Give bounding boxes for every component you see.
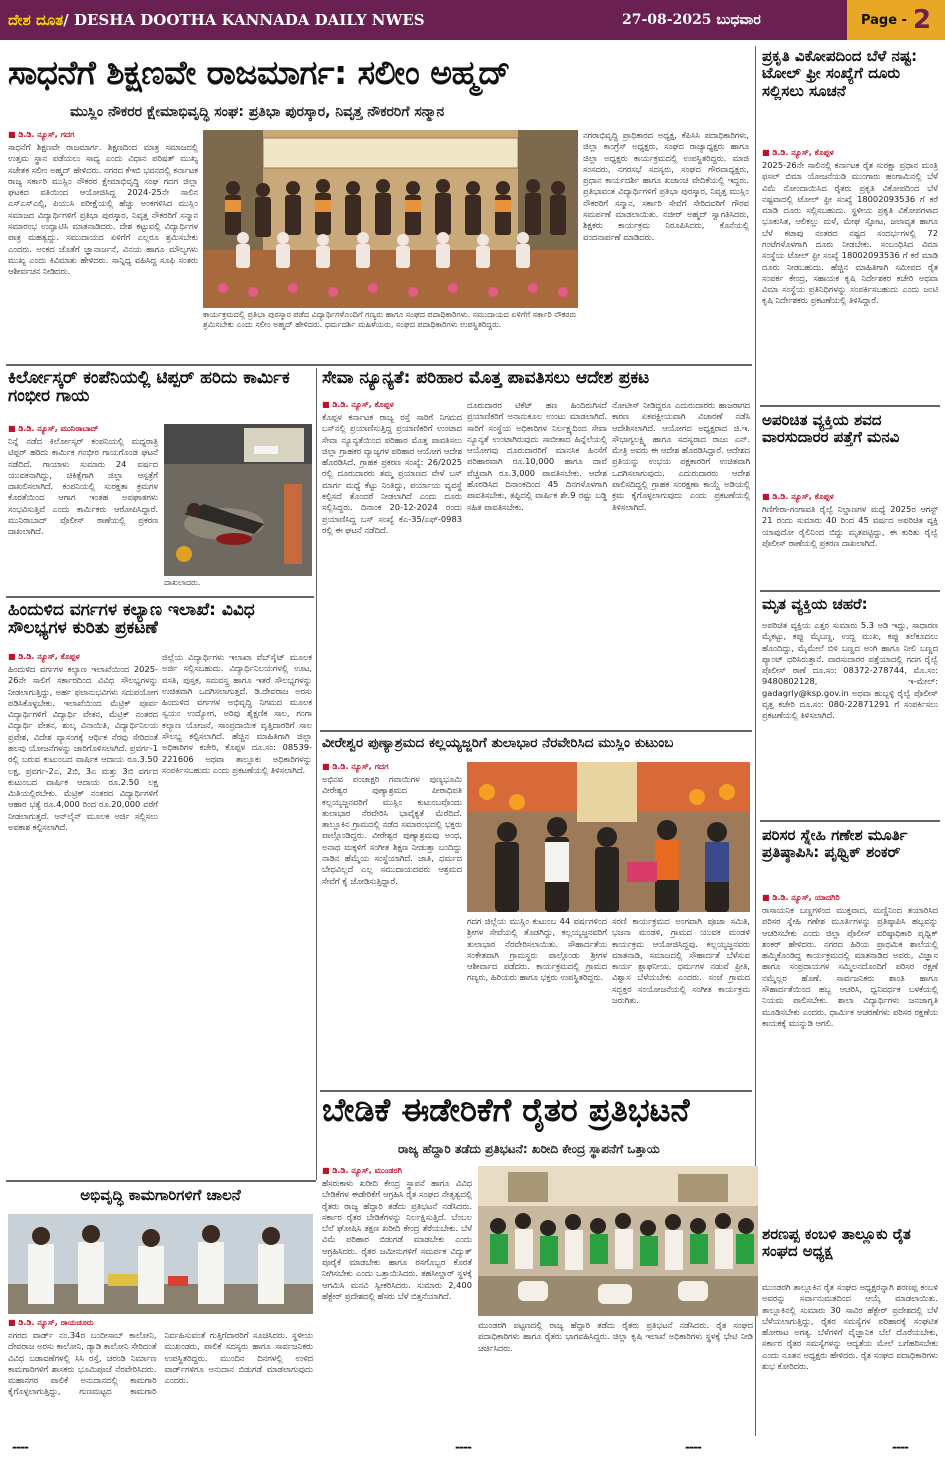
- kirloskar-photo-caption: ದಾಖಲಾದರು.: [164, 578, 201, 587]
- deceased-body: ಅಪರಿಚಿತ ವ್ಯಕ್ತಿಯ ಎತ್ತರ ಸುಮಾರು 5.3 ಅಡಿ ಇದ್ದು, ಸಾಧಾರಣ ಮೈಕಟ್ಟು, ಕಪ್ಪು ಮೈಬಣ್ಣ, ಉದ್ದ ಮುಖ, ಕಪ್ಪು ತಲೆಕೂದಲು ಹೊಂದಿದ್ದು, ಮೈಮೇಲೆ ಬಿಳಿ ಬಣ್ಣದ ಅಂಗಿ ಹಾಗೂ ನೀಲಿ ಬಣ್ಣದ ಪ್ಯಾಂಟ್ ಧರಿಸಿರುತ್ತಾನೆ. ವಾರಸುದಾರರ ಪತ್ತೆಯಾದಲ್ಲಿ ಗದಗ ರೈಲ್ವೆ ಪೊಲೀಸ್ ಠಾಣೆ ದೂ.ಸಂ: 08372-278744, ಮೊ.ಸಂ: 9480802128, ಇ-ಮೇಲ್: gadagrly@ksp.gov.in ಅಥವಾ ಹುಬ್ಬಳ್ಳಿ ರೈಲ್ವೆ ಪೊಲೀಸ್ ವೃತ್ತ ಕಚೇರಿ ದೂ.ಸಂ: 080-22871291 ಗೆ ಸಂಪರ್ಕಿಸಲು ಪ್ರಕಟಣೆಯಲ್ಲಿ ತಿಳಿಸಲಾಗಿದೆ.: [762, 620, 938, 721]
- service-column-2: [467, 400, 607, 725]
- left-column-divider: [316, 368, 317, 1180]
- divider-lead: [6, 364, 752, 366]
- footer-dash-3: ----: [685, 1440, 701, 1454]
- farmers-column-1: [322, 1166, 472, 1436]
- divider-welfare: [6, 1180, 316, 1182]
- masthead: [0, 0, 945, 40]
- tulabhara-body-3: ಸರಣಿ ಕಾರ್ಯಕ್ರಮದ ಅಂಗವಾಗಿ ಪೂಜಾ ಸಮಿತಿ, ಭಜನಾ ಮಂಡಳಿ, ಗ್ರಾಮದ ಯುವಕ ಮಂಡಳಿ ಕಾರ್ಯಕ್ರಮ ಆಯೋಜಿಸಿದ್ದವು. ಕಲ್ಲಯ್ಯಜ್ಜನವರು ಮಾತನಾಡಿ, ಸಮಾಜದಲ್ಲಿ ಸೌಹಾರ್ದತೆ ಬೆಳೆಸುವ ಕಾರ್ಯ ಶ್ಲಾಘನೀಯ. ಧರ್ಮಗಳ ನಡುವೆ ಪ್ರೀತಿ, ವಿಶ್ವಾಸ ಬೆಳೆಯಬೇಕು ಎಂದರು. ಸಂಜೆ ಗ್ರಾಮದ ಸದ್ಭಕ್ತರ ಸಂಯೋಜನೆಯಲ್ಲಿ ಸಂಗೀತ ಕಾರ್ಯಕ್ರಮ ಜರುಗಿತು.: [612, 916, 750, 1005]
- development-body: ನಗರದ ವಾರ್ಡ್ ನಂ.34ರ ಬಂದೀಸಾಬ್ ಕಾಲೋನಿ, ದೇವರಾಜ ಅರಸು ಕಾಲೋನಿ, ಡ್ಯಾಡಿ ಕಾಲೋನಿ ಸೇರಿದಂತೆ ವಿವಿಧ ಬಡಾವಣೆಗಳಲ್ಲಿ ಸಿಸಿ ರಸ್ತೆ, ಚರಂಡಿ ನಿರ್ಮಾಣ ಕಾಮಗಾರಿಗಳಿಗೆ ಶಾಸಕರು ಭೂಮಿಪೂಜೆ ನೆರವೇರಿಸಿದರು. ಮಹಾನಗರ ಪಾಲಿಕೆ ಅನುದಾನದಲ್ಲಿ ಕಾಮಗಾರಿ ಕೈಗೊಳ್ಳಲಾಗುತ್ತಿದ್ದು, ಗುಣಮಟ್ಟದ ಕಾಮಗಾರಿ ನಿರ್ವಹಿಸುವಂತೆ ಗುತ್ತಿಗೆದಾರರಿಗೆ ಸೂಚಿಸಿದರು. ಸ್ಥಳೀಯ ಮುಖಂಡರು, ಪಾಲಿಕೆ ಸದಸ್ಯರು ಹಾಗೂ ಸಾರ್ವಜನಿಕರು ಉಪಸ್ಥಿತರಿದ್ದರು. ಮುಂದಿನ ದಿನಗಳಲ್ಲಿ ಉಳಿದ ವಾರ್ಡ್‌ಗಳಿಗೂ ಅನುದಾನ ಬಿಡುಗಡೆ ಮಾಡಲಾಗುವುದು ಎಂದರು.: [8, 1330, 313, 1397]
- lead-headline: ಸಾಧನೆಗೆ ಶಿಕ್ಷಣವೇ ರಾಜಮಾರ್ಗ: ಸಲೀಂ ಅಹ್ಮದ್: [8, 56, 510, 92]
- tulabhara-column-1: [322, 762, 462, 1142]
- lead-headline-box: [8, 56, 750, 102]
- ganesha-body: ರಾಸಾಯನಿಕ ಬಣ್ಣಗಳಿಂದ ಮುಕ್ತವಾದ, ಮಣ್ಣಿನಿಂದ ತಯಾರಿಸಿದ ಪರಿಸರ ಸ್ನೇಹಿ ಗಣೇಶ ಮೂರ್ತಿಗಳನ್ನು ಪ್ರತಿಷ್ಠಾಪಿಸಿ ಹಬ್ಬವನ್ನು ಆಚರಿಸಬೇಕು ಎಂದು ಜಿಲ್ಲಾ ಪೊಲೀಸ್ ವರಿಷ್ಠಾಧಿಕಾರಿ ಪೃಥ್ವಿಕ್ ಶಂಕರ್ ಹೇಳಿದರು. ನಗರದ ಹಿರಿಯ ಪ್ರಾಥಮಿಕ ಶಾಲೆಯಲ್ಲಿ ಹಮ್ಮಿಕೊಂಡಿದ್ದ ಕಾರ್ಯಕ್ರಮದಲ್ಲಿ ಮಾತನಾಡಿದ ಅವರು, ವಿಜ್ಞಾನ ಹಾಗೂ ಸಂಪ್ರದಾಯಗಳ ಸಮ್ಮಿಲನದೊಂದಿಗೆ ಪರಿಸರ ರಕ್ಷಣೆ ನಮ್ಮೆಲ್ಲರ ಹೊಣೆ. ಸಾರ್ವಜನಿಕರು ಶಾಂತಿ ಹಾಗೂ ಸೌಹಾರ್ದತೆಯಿಂದ ಹಬ್ಬ ಆಚರಿಸಿ, ಧ್ವನಿವರ್ಧಕ ಬಳಕೆಯಲ್ಲಿ ನಿಯಮ ಪಾಲಿಸಬೇಕು. ಶಾಲಾ ವಿದ್ಯಾರ್ಥಿಗಳು ಜನಜಾಗೃತಿ ಮೂಡಿಸಬೇಕು ಎಂದರು. ಧಾರ್ಮಿಕ ಆಚರಣೆಗಳು ಪರಿಸರ ರಕ್ಷಣೆಯ ಕಾಯಕಕ್ಕೆ ಮುನ್ನುಡಿ ಆಗಲಿ.: [762, 905, 938, 1028]
- ganesha-headline: ಪರಿಸರ ಸ್ನೇಹಿ ಗಣೇಶ ಮೂರ್ತಿ ಪ್ರತಿಷ್ಠಾಪಿಸಿ: ಪೃಥ್ವಿಕ್ ಶಂಕರ್: [762, 827, 908, 862]
- issue-date: 27-08-2025 ಬುಧವಾರ: [622, 12, 761, 28]
- welfare-body-1: ಹಿಂದುಳಿದ ವರ್ಗಗಳ ಕಲ್ಯಾಣ ಇಲಾಖೆಯಿಂದ 2025-26ನೇ ಸಾಲಿಗೆ ಸರ್ಕಾರದಿಂದ ವಿವಿಧ ಸೌಲಭ್ಯಗಳನ್ನು ನೀಡಲಾಗುತ್ತಿದ್ದು, ಅರ್ಹ ಫಲಾನುಭವಿಗಳು ಸದುಪಯೋಗ ಪಡಿಸಿಕೊಳ್ಳಬೇಕು. ಇಲಾಖೆಯಿಂದ ಮೆಟ್ರಿಕ್ ಪೂರ್ವ ವಿದ್ಯಾರ್ಥಿಗಳಿಗೆ ವಿದ್ಯಾರ್ಥಿ ವೇತನ, ಮೆಟ್ರಿಕ್ ನಂತರದ ವಿದ್ಯಾರ್ಥಿ ವೇತನ, ಶುಲ್ಕ ವಿನಾಯಿತಿ, ವಿದ್ಯಾರ್ಥಿನಿಲಯ ಪ್ರವೇಶ, ವಿದೇಶ ವ್ಯಾಸಂಗಕ್ಕೆ ಆರ್ಥಿಕ ನೆರವು ಸೇರಿದಂತೆ ಹಲವು ಯೋಜನೆಗಳನ್ನು ಜಾರಿಗೊಳಿಸಲಾಗಿದೆ. ಪ್ರವರ್ಗ-1 ರಲ್ಲಿ ಬರುವ ಕುಟುಂಬದ ವಾರ್ಷಿಕ ಆದಾಯ ರೂ.3.50 ಲಕ್ಷ, ಪ್ರವರ್ಗ-2ಎ, 2ಬಿ, 3ಎ ಮತ್ತು 3ಬಿ ವರ್ಗದ ಕುಟುಂಬದ ವಾರ್ಷಿಕ ಆದಾಯ ರೂ.2.50 ಲಕ್ಷ ಮಿತಿಯಲ್ಲಿರಬೇಕು. ಮೆಟ್ರಿಕ್ ನಂತರದ ವಿದ್ಯಾರ್ಥಿಗಳಿಗೆ ಆಹಾರ ಭತ್ಯೆ ರೂ.4,000 ರಿಂದ ರೂ.20,000 ವರೆಗೆ ನೀಡಲಾಗುತ್ತದೆ. ಆನ್‌ಲೈನ್ ಮೂಲಕ ಅರ್ಜಿ ಸಲ್ಲಿಸಲು ಅವಕಾಶ ಕಲ್ಪಿಸಲಾಗಿದೆ.: [8, 664, 158, 832]
- service-body-1: ಕೊಪ್ಪಳ ಕರ್ನಾಟಕ ರಾಜ್ಯ ರಸ್ತೆ ಸಾರಿಗೆ ನಿಗಮದ ಬಸ್‌ನಲ್ಲಿ ಪ್ರಯಾಣಿಸುತ್ತಿದ್ದ ಪ್ರಯಾಣಿಕರಿಗೆ ಉಂಟಾದ ಸೇವಾ ನ್ಯೂನ್ಯತೆಯಿಂದ ಪರಿಹಾರ ಮೊತ್ತ ಪಾವತಿಸಲು ಜಿಲ್ಲಾ ಗ್ರಾಹಕರ ವ್ಯಾಜ್ಯಗಳ ಪರಿಹಾರ ಆಯೋಗ ಆದೇಶ ಹೊರಡಿಸಿದೆ. ಗ್ರಾಹಕ ಪ್ರಕರಣ ಸಂಖ್ಯೆ: 26/2025 ರಲ್ಲಿ ದೂರುದಾರರು ತಮ್ಮ ಪ್ರಯಾಣದ ವೇಳೆ ಬಸ್ ಮಾರ್ಗ ಮಧ್ಯೆ ಕೆಟ್ಟು ನಿಂತಿದ್ದು, ಪರ್ಯಾಯ ವ್ಯವಸ್ಥೆ ಕಲ್ಪಿಸದೆ ತೊಂದರೆ ನೀಡಲಾಗಿದೆ ಎಂದು ದೂರು ಸಲ್ಲಿಸಿದ್ದರು. ದಿನಾಂಕ 20-12-2024 ರಂದು ಪ್ರಯಾಣಿಸಿದ್ದ ಬಸ್ ಸಂಖ್ಯೆ ಕೆಎ-35/ಎಫ್-0983 ರಲ್ಲಿ ಈ ಘಟನೆ ನಡೆದಿದೆ.: [322, 412, 462, 535]
- ganesha-story: [762, 893, 938, 1093]
- farmers-headline-box: [322, 1094, 940, 1138]
- page-number: 2: [912, 5, 932, 35]
- tulabhara-photo: [467, 762, 750, 912]
- unknown-story: [762, 492, 938, 588]
- tulabhara-ceremony-photo: [467, 762, 750, 912]
- divider-service: [320, 730, 752, 732]
- service-body-2: ದೂರುದಾರರ ಟಿಕೆಟ್ ಹಣ ಹಿಂದಿರುಗಿಸದೆ ಪ್ರಯಾಣಿಕರಿಗೆ ಅನಾನುಕೂಲ ಉಂಟು ಮಾಡಲಾಗಿದೆ. ಸಾರಿಗೆ ಸಂಸ್ಥೆಯ ಅಧಿಕಾರಿಗಳ ನಿರ್ಲಕ್ಷ್ಯದಿಂದ ಸೇವಾ ನ್ಯೂನ್ಯತೆ ಉಂಟಾಗಿರುವುದು ಸಾಬೀತಾದ ಹಿನ್ನೆಲೆಯಲ್ಲಿ ಆಯೋಗವು ದೂರುದಾರರಿಗೆ ಮಾನಸಿಕ ಹಿಂಸೆಗೆ ಪರಿಹಾರವಾಗಿ ರೂ.10,000 ಹಾಗೂ ದಾವೆ ವೆಚ್ಚವಾಗಿ ರೂ.3,000 ಪಾವತಿಸಬೇಕು. ಆದೇಶ ಹೊರಡಿಸಿದ ದಿನಾಂಕದಿಂದ 45 ದಿನಗಳೊಳಗಾಗಿ ಪಾವತಿಸಬೇಕು, ತಪ್ಪಿದಲ್ಲಿ ವಾರ್ಷಿಕ ಶೇ.9 ರಷ್ಟು ಬಡ್ಡಿ ಸಹಿತ ಪಾವತಿಸಬೇಕು.: [467, 400, 607, 512]
- lead-body-1: ಸಾಧನೆಗೆ ಶಿಕ್ಷಣವೇ ರಾಜಮಾರ್ಗ. ಶಿಕ್ಷಣದಿಂದ ಮಾತ್ರ ಸಮಾಜದಲ್ಲಿ ಉತ್ತಮ ಸ್ಥಾನ ಪಡೆಯಲು ಸಾಧ್ಯ ಎಂದು ವಿಧಾನ ಪರಿಷತ್ ಮುಖ್ಯ ಸಚೇತಕ ಸಲೀಂ ಅಹ್ಮದ್ ಹೇಳಿದರು. ನಗರದ ಕೆಇಬಿ ಭವನದಲ್ಲಿ ಕರ್ನಾಟಕ ರಾಜ್ಯ ಸರ್ಕಾರಿ ಮುಸ್ಲಿಂ ನೌಕರರ ಕ್ಷೇಮಾಭಿವೃದ್ಧಿ ಸಂಘ ಗದಗ ಜಿಲ್ಲಾ ಘಟಕದ ವತಿಯಿಂದ ಆಯೋಜಿಸಿದ್ದ 2024-25ನೇ ಸಾಲಿನ ಎಸ್ಎಸ್ಎಲ್ಸಿ, ಪಿಯುಸಿ ಪರೀಕ್ಷೆಯಲ್ಲಿ ಹೆಚ್ಚು ಅಂಕಗಳಿಸಿದ ಮುಸ್ಲಿಂ ಸಮಾಜದ ವಿದ್ಯಾರ್ಥಿಗಳಿಗೆ ಪ್ರತಿಭಾ ಪುರಸ್ಕಾರ, ನಿವೃತ್ತ ನೌಕರರಿಗೆ ಸನ್ಮಾನ ಸಮಾರಂಭ ಉದ್ಘಾಟಿಸಿ ಮಾತನಾಡಿದರು. ದೇಶ ಕಟ್ಟುವಲ್ಲಿ ವಿದ್ಯಾರ್ಥಿಗಳ ಪಾತ್ರ ಮಹತ್ವದ್ದು. ಸಮುದಾಯದ ಏಳಿಗೆಗೆ ಎಲ್ಲರೂ ಶ್ರಮಿಸಬೇಕು ಎಂದರು. ಅಂಕದ ಜೊತೆಗೆ ಜ್ಞಾನಾರ್ಜನೆ, ವಿನಯ ಹಾಗೂ ಮೌಲ್ಯಗಳು ಮುಖ್ಯ ಎಂದು ಕಿವಿಮಾತು ಹೇಳಿದರು. ಸಾನ್ನಿಧ್ಯ ವಹಿಸಿದ್ದ ಸೂಫಿ ಸಂತರು ಆಶೀರ್ವಚನ ನೀಡಿದರು.: [8, 142, 198, 277]
- deceased-headline: ಮೃತ ವ್ಯಕ್ತಿಯ ಚಹರೆ:: [762, 596, 868, 613]
- unknown-dateline: ■ ಡಿ.ಡಿ. ನ್ಯೂಸ್, ಕೊಪ್ಪಳ: [762, 492, 834, 501]
- welfare-headline: ಹಿಂದುಳಿದ ವರ್ಗಗಳ ಕಲ್ಯಾಣ ಇಲಾಖೆ: ವಿವಿಧ ಸೌಲಭ್ಯಗಳ ಕುರಿತು ಪ್ರಕಟಣೆ: [8, 602, 255, 638]
- accident-scene-photo: [164, 424, 312, 576]
- development-story: [8, 1318, 313, 1436]
- footer-dash-2: ----: [455, 1440, 471, 1454]
- kirloskar-dateline: ■ ಡಿ.ಡಿ. ನ್ಯೂಸ್, ಮುನಿರಾಬಾದ್: [8, 424, 99, 433]
- service-column-1: [322, 400, 462, 725]
- paper-name: [0, 11, 425, 29]
- nature-body: 2025-26ನೇ ಸಾಲಿನಲ್ಲಿ ಕರ್ನಾಟಕ ರೈತ ಸುರಕ್ಷಾ ಪ್ರಧಾನ ಮಂತ್ರಿ ಫಸಲ್ ಬಿಮಾ ಯೋಜನೆಯಡಿ ಮುಂಗಾರು ಹಂಗಾಮಿನಲ್ಲಿ ಬೆಳೆ ವಿಮೆ ನೋಂದಾಯಿಸಿದ ರೈತರು ಪ್ರಕೃತಿ ವಿಕೋಪದಿಂದ ಬೆಳೆ ನಷ್ಟವಾದಲ್ಲಿ ಟೋಲ್ ಫ್ರೀ ಸಂಖ್ಯೆ 18002093536 ಗೆ ಕರೆ ಮಾಡಿ ದೂರು ಸಲ್ಲಿಸಬಹುದು. ಸ್ಥಳೀಯ ಪ್ರಕೃತಿ ವಿಕೋಪಗಳಾದ ಭೂಕುಸಿತ, ಆಲಿಕಲ್ಲು ಮಳೆ, ಮೇಘ ಸ್ಫೋಟ, ಜಲಾವೃತ ಹಾಗೂ ಬೆಳೆ ಕಟಾವು ನಂತರದ ನಷ್ಟದ ಸಂದರ್ಭಗಳಲ್ಲಿ 72 ಗಂಟೆಗಳೊಳಗಾಗಿ ದೂರು ನೀಡಬೇಕು. ಸಂಬಂಧಿಸಿದ ವಿಮಾ ಸಂಸ್ಥೆಯ ಟೋಲ್ ಫ್ರೀ ಸಂಖ್ಯೆ 18002093536 ಗೆ ಕರೆ ಮಾಡಿ ದೂರು ನೀಡಬಹುದು. ಹೆಚ್ಚಿನ ಮಾಹಿತಿಗಾಗಿ ಸಮೀಪದ ರೈತ ಸಂಪರ್ಕ ಕೇಂದ್ರ, ಸಹಾಯಕ ಕೃಷಿ ನಿರ್ದೇಶಕರ ಕಚೇರಿ ಅಥವಾ ವಿಮಾ ಸಂಸ್ಥೆಯ ಪ್ರತಿನಿಧಿಗಳನ್ನು ಸಂಪರ್ಕಿಸಬಹುದು ಎಂದು ಜಂಟಿ ಕೃಷಿ ನಿರ್ದೇಶಕರು ಪ್ರಕಟಣೆಯಲ್ಲಿ ತಿಳಿಸಿದ್ದಾರೆ.: [762, 160, 938, 306]
- farmers-dateline: ■ ಡಿ.ಡಿ. ನ್ಯೂಸ್, ಮುಂಡರಗಿ: [322, 1166, 403, 1175]
- paper-name-english: / DESHA DOOTHA KANNADA DAILY NWES: [63, 11, 425, 29]
- groundbreaking-photo: [8, 1214, 313, 1314]
- nature-headline-box: [762, 48, 938, 148]
- unknown-body: ಗಿಣಿಗೇರಾ-ಗಂಗಾವತಿ ರೈಲ್ವೆ ನಿಲ್ದಾಣಗಳ ಮಧ್ಯೆ 2025ರ ಆಗಸ್ಟ್ 21 ರಂದು ಸುಮಾರು 40 ರಿಂದ 45 ವರ್ಷದ ಅಪರಿಚಿತ ವ್ಯಕ್ತಿ ಯಾವುದೋ ರೈಲಿನಿಂದ ಬಿದ್ದು ಮೃತಪಟ್ಟಿದ್ದು, ಈ ಕುರಿತು ರೈಲ್ವೆ ಪೊಲೀಸ್ ಠಾಣೆಯಲ್ಲಿ ಪ್ರಕರಣ ದಾಖಲಾಗಿದೆ.: [762, 504, 938, 548]
- welfare-dateline: ■ ಡಿ.ಡಿ. ನ್ಯೂಸ್, ಕೊಪ್ಪಳ: [8, 652, 80, 661]
- ganesha-headline-box: [762, 827, 938, 891]
- divider-nature: [760, 405, 940, 407]
- paper-name-kannada: ದೇಶ ದೂತ: [8, 11, 64, 29]
- farmers-caption-box: [478, 1320, 753, 1436]
- kirloskar-photo: [164, 424, 312, 576]
- kirloskar-headline: ಕಿರ್ಲೋಸ್ಕರ್ ಕಂಪೆನಿಯಲ್ಲಿ ಟಿಪ್ಪರ್ ಹರಿದು ಕಾರ್ಮಿಕ ಗಂಭೀರ ಗಾಯ: [8, 370, 290, 406]
- sharanappa-headline: ಶರಣಪ್ಪ ಕಂಬಳಿ ತಾಲ್ಲೂಕು ರೈತ ಸಂಘದ ಅಧ್ಯಕ್ಷ: [762, 1226, 911, 1261]
- divider-unknown: [760, 590, 940, 592]
- sharanappa-story: [762, 1282, 938, 1436]
- footer-dash-4: ----: [892, 1440, 908, 1454]
- welfare-column-2: [162, 652, 312, 1172]
- sharanappa-body: ಮುಂಡರಗಿ ತಾಲ್ಲೂಕಿನ ರೈತ ಸಂಘದ ಅಧ್ಯಕ್ಷರನ್ನಾಗಿ ಶರಣಪ್ಪ ಕಂಬಳಿ ಅವರನ್ನು ಸರ್ವಾನುಮತದಿಂದ ಆಯ್ಕೆ ಮಾಡಲಾಯಿತು. ತಾಲ್ಲೂಕಿನಲ್ಲಿ ಸುಮಾರು 30 ಸಾವಿರ ಹೆಕ್ಟೇರ್ ಪ್ರದೇಶದಲ್ಲಿ ಬೆಳೆ ಬೆಳೆಯಲಾಗುತ್ತಿದ್ದು, ರೈತರ ಸಮಸ್ಯೆಗಳ ಪರಿಹಾರಕ್ಕೆ ಸಂಘಟಿತ ಹೋರಾಟ ಅಗತ್ಯ. ಬೆಳೆಗಳಿಗೆ ವೈಜ್ಞಾನಿಕ ಬೆಲೆ ದೊರೆಯಬೇಕು, ಸರ್ಕಾರ ರೈತರ ಸಮಸ್ಯೆಗಳನ್ನು ಆದ್ಯತೆಯ ಮೇಲೆ ಬಗೆಹರಿಸಬೇಕು ಎಂದು ನೂತನ ಅಧ್ಯಕ್ಷರು ಹೇಳಿದರು. ರೈತ ಸಂಘದ ಪದಾಧಿಕಾರಿಗಳು ಶುಭ ಕೋರಿದರು.: [762, 1282, 938, 1371]
- lead-photo-caption-box: [203, 310, 578, 360]
- deceased-story: [762, 620, 938, 816]
- farmers-protest-photo: [478, 1166, 758, 1316]
- lead-photo-caption: ಕಾರ್ಯಕ್ರಮದಲ್ಲಿ ಪ್ರತಿಭಾ ಪುರಸ್ಕಾರ ಪಡೆದ ವಿದ್ಯಾರ್ಥಿಗಳೊಂದಿಗೆ ಗಣ್ಯರು ಹಾಗೂ ಸಂಘದ ಪದಾಧಿಕಾರಿಗಳು. ಸಮುದಾಯದ ಏಳಿಗೆಗೆ ಸರ್ಕಾರಿ ನೌಕರರು ಶ್ರಮಿಸಬೇಕು ಎಂದು ಸಲೀಂ ಅಹ್ಮದ್ ಹೇಳಿದರು. ಧರ್ಮದರ್ಶಿ ಮಹಿಳೆಯರು, ಸಂಘದ ಪದಾಧಿಕಾರಿಗಳು ಉಪಸ್ಥಿತರಿದ್ದರು.: [203, 310, 577, 330]
- service-headline-box: [322, 370, 752, 396]
- kirloskar-headline-box: [8, 370, 313, 420]
- lead-column-3: [583, 130, 749, 360]
- footer-dash-1: ----: [12, 1440, 28, 1454]
- page-label: Page -: [860, 12, 907, 28]
- kirloskar-body: ನಿನ್ನೆ ನಡೆದ ಕಿರ್ಲೋಸ್ಕರ್ ಕಂಪನಿಯಲ್ಲಿ ಮಧ್ಯರಾತ್ರಿ ಟಿಪ್ಪರ್ ಹರಿದು ಕಾರ್ಮಿಕ ಗಂಭೀರ ಗಾಯಗೊಂಡ ಘಟನೆ ನಡೆದಿದೆ. ಗಾಯಾಳು ಸುಮಾರು 24 ವರ್ಷದ ಯುವಕನಾಗಿದ್ದು, ಚಿಕಿತ್ಸೆಗಾಗಿ ಜಿಲ್ಲಾ ಆಸ್ಪತ್ರೆಗೆ ದಾಖಲಿಸಲಾಗಿದೆ. ಕಂಪನಿಯಲ್ಲಿ ಸುರಕ್ಷತಾ ಕ್ರಮಗಳ ಕೊರತೆಯಿಂದ ಆಗಾಗ ಇಂತಹ ಅಪಘಾತಗಳು ಸಂಭವಿಸುತ್ತಿವೆ ಎಂದು ಕಾರ್ಮಿಕರು ಆರೋಪಿಸಿದ್ದಾರೆ. ಮುನಿರಾಬಾದ್ ಪೊಲೀಸ್ ಠಾಣೆಯಲ್ಲಿ ಪ್ರಕರಣ ದಾಖಲಾಗಿದೆ.: [8, 436, 158, 537]
- welfare-body-2: ಜಿಲ್ಲೆಯ ವಿದ್ಯಾರ್ಥಿಗಳು ಇಲಾಖಾ ವೆಬ್‌ಸೈಟ್ ಮೂಲಕ ಅರ್ಜಿ ಸಲ್ಲಿಸಬಹುದು. ವಿದ್ಯಾರ್ಥಿನಿಲಯಗಳಲ್ಲಿ ಊಟ, ವಸತಿ, ಪುಸ್ತಕ, ಸಮವಸ್ತ್ರ ಹಾಗೂ ಇತರೆ ಸೌಲಭ್ಯಗಳನ್ನು ಉಚಿತವಾಗಿ ಒದಗಿಸಲಾಗುತ್ತದೆ. ಡಿ.ದೇವರಾಜ ಅರಸು ಹಿಂದುಳಿದ ವರ್ಗಗಳ ಅಭಿವೃದ್ಧಿ ನಿಗಮದ ಮೂಲಕ ಸ್ವಯಂ ಉದ್ಯೋಗ, ಅರಿವು ಶೈಕ್ಷಣಿಕ ಸಾಲ, ಗಂಗಾ ಕಲ್ಯಾಣ ಯೋಜನೆ, ಸಾಂಪ್ರದಾಯಿಕ ವೃತ್ತಿದಾರರಿಗೆ ಸಾಲ ಸೌಲಭ್ಯ ಕಲ್ಪಿಸಲಾಗಿದೆ. ಹೆಚ್ಚಿನ ಮಾಹಿತಿಗಾಗಿ ಜಿಲ್ಲಾ ಅಧಿಕಾರಿಗಳ ಕಚೇರಿ, ಕೊಪ್ಪಳ ದೂ.ಸಂ: 08539-221606 ಅಥವಾ ತಾಲ್ಲೂಕು ಅಧಿಕಾರಿಗಳನ್ನು ಸಂಪರ್ಕಿಸಬಹುದು ಎಂದು ಪ್ರಕಟಣೆಯಲ್ಲಿ ತಿಳಿಸಲಾಗಿದೆ.: [162, 652, 312, 775]
- farmers-photo: [478, 1166, 758, 1316]
- welfare-column-1: [8, 652, 158, 1172]
- felicitation-group-photo: [203, 130, 578, 308]
- tulabhara-dateline: ■ ಡಿ.ಡಿ. ನ್ಯೂಸ್, ಗದಗ: [322, 762, 389, 771]
- tulabhara-body-1: ಅಭಿನವ ಪಂಚಾಕ್ಷರಿ ಗವಾಯಿಗಳ ಪುಣ್ಯಭೂಮಿ ವೀರೇಶ್ವರ ಪುಣ್ಯಾಶ್ರಮದ ಪೀಠಾಧಿಪತಿ ಕಲ್ಲಯ್ಯಜ್ಜನವರಿಗೆ ಮುಸ್ಲಿಂ ಕುಟುಂಬವೊಂದು ತುಲಾಭಾರ ನೆರವೇರಿಸಿ ಭಾವೈಕ್ಯತೆ ಮೆರೆದಿದೆ. ತಾಲ್ಲೂಕಿನ ಗ್ರಾಮದಲ್ಲಿ ನಡೆದ ಸಮಾರಂಭದಲ್ಲಿ ಭಕ್ತರು ಪಾಲ್ಗೊಂಡಿದ್ದರು. ವೀರೇಶ್ವರ ಪುಣ್ಯಾಶ್ರಮವು ಅಂಧ, ಅನಾಥ ಮಕ್ಕಳಿಗೆ ಸಂಗೀತ ಶಿಕ್ಷಣ ನೀಡುತ್ತಾ ಬಂದಿದ್ದು ನಾಡಿನ ಹೆಮ್ಮೆಯ ಸಂಸ್ಥೆಯಾಗಿದೆ. ಜಾತಿ, ಧರ್ಮದ ಬೇಧವಿಲ್ಲದೆ ಎಲ್ಲ ಸಮುದಾಯದವರು ಆಶ್ರಮದ ಸೇವೆಗೆ ಕೈ ಜೋಡಿಸುತ್ತಿದ್ದಾರೆ.: [322, 774, 462, 886]
- lead-body-3: ನಗರಾಭಿವೃದ್ಧಿ ಪ್ರಾಧಿಕಾರದ ಅಧ್ಯಕ್ಷ, ಕೆಪಿಸಿಸಿ ಪದಾಧಿಕಾರಿಗಳು, ಜಿಲ್ಲಾ ಕಾಂಗ್ರೆಸ್ ಅಧ್ಯಕ್ಷರು, ಸಂಘದ ರಾಜ್ಯಾಧ್ಯಕ್ಷರು ಹಾಗೂ ಜಿಲ್ಲಾ ಅಧ್ಯಕ್ಷರು ಕಾರ್ಯಕ್ರಮದಲ್ಲಿ ಉಪಸ್ಥಿತರಿದ್ದರು. ಮಾಜಿ ಸಂಸದರು, ನಗರಸಭೆ ಸದಸ್ಯರು, ಸಂಘದ ಗೌರವಾಧ್ಯಕ್ಷರು, ಪ್ರಧಾನ ಕಾರ್ಯದರ್ಶಿ ಹಾಗೂ ಖಜಾಂಚಿ ವೇದಿಕೆಯಲ್ಲಿ ಇದ್ದರು. ಪ್ರತಿಭಾವಂತ ವಿದ್ಯಾರ್ಥಿಗಳಿಗೆ ಪ್ರತಿಭಾ ಪುರಸ್ಕಾರ, ನಿವೃತ್ತ ಮುಸ್ಲಿಂ ನೌಕರರಿಗೆ ಸನ್ಮಾನ, ಸರ್ಕಾರಿ ಸೇವೆಗೆ ಸೇರಿದವರಿಗೆ ಗೌರವ ಸಮರ್ಪಣೆ ಮಾಡಲಾಯಿತು. ನಜೀರ್ ಅಹ್ಮದ್ ಸ್ವಾಗತಿಸಿದರು, ಶಿಕ್ಷಕರು ಕಾರ್ಯಕ್ರಮ ನಿರೂಪಿಸಿದರು, ಕೊನೆಯಲ್ಲಿ ವಂದನಾರ್ಪಣೆ ಮಾಡಿದರು.: [583, 130, 749, 242]
- nature-dateline: ■ ಡಿ.ಡಿ. ನ್ಯೂಸ್, ಕೊಪ್ಪಳ: [762, 148, 834, 157]
- farmers-subhead: ರಾಜ್ಯ ಹೆದ್ದಾರಿ ತಡೆದು ಪ್ರತಿಭಟನೆ: ಖರೀದಿ ಕೇಂದ್ರ ಸ್ಥಾಪನೆಗೆ ಒತ್ತಾಯ: [398, 1142, 660, 1156]
- nature-headline: ಪ್ರಕೃತಿ ವಿಕೋಪದಿಂದ ಬೆಳೆ ನಷ್ಟ: ಟೋಲ್ ಫ್ರೀ ಸಂಖ್ಯೆಗೆ ದೂರು ಸಲ್ಲಿಸಲು ಸೂಚನೆ: [762, 48, 918, 100]
- divider-deceased: [760, 820, 940, 822]
- unknown-headline: ಅಪರಿಚಿತ ವ್ಯಕ್ತಿಯ ಶವದ ವಾರಸುದಾರರ ಪತ್ತೆಗೆ ಮನವಿ: [762, 412, 900, 447]
- farmers-subhead-box: [398, 1142, 938, 1162]
- unknown-headline-box: [762, 412, 938, 464]
- development-headline: ಅಭಿವೃದ್ಧಿ ಕಾಮಗಾರಿಗಳಿಗೆ ಚಾಲನೆ: [80, 1188, 241, 1204]
- service-headline: ಸೇವಾ ನ್ಯೂನ್ಯತೆ: ಪರಿಹಾರ ಮೊತ್ತ ಪಾವತಿಸಲು ಆದೇಶ ಪ್ರಕಟ: [322, 370, 650, 388]
- divider-kirloskar: [6, 596, 314, 598]
- lead-dateline: ■ ಡಿ.ಡಿ. ನ್ಯೂಸ್, ಗದಗ: [8, 130, 75, 139]
- development-photo: [8, 1214, 313, 1314]
- page-number-box: [847, 0, 945, 40]
- tulabhara-headline-box: [322, 736, 752, 758]
- sharanappa-headline-box: [762, 1226, 938, 1280]
- lead-subhead: ಮುಸ್ಲಿಂ ನೌಕರರ ಕ್ಷೇಮಾಭಿವೃದ್ಧಿ ಸಂಘ: ಪ್ರತಿಭಾ ಪುರಸ್ಕಾರ, ನಿವೃತ್ತ ನೌಕರರಿಗೆ ಸನ್ಮಾನ: [70, 104, 445, 120]
- tulabhara-headline: ವೀರೇಶ್ವರ ಪುಣ್ಯಾಶ್ರಮದ ಕಲ್ಲಯ್ಯಜ್ಜರಿಗೆ ತುಲಾಭಾರ ನೆರವೇರಿಸಿದ ಮುಸ್ಲಿಂ ಕುಟುಂಬ: [322, 736, 674, 751]
- service-dateline: ■ ಡಿ.ಡಿ. ನ್ಯೂಸ್, ಕೊಪ್ಪಳ: [322, 400, 394, 409]
- development-dateline: ■ ಡಿ.ಡಿ. ನ್ಯೂಸ್, ರಾಯಚೂರು: [8, 1318, 94, 1327]
- lead-subhead-box: [70, 104, 750, 126]
- nature-story: [762, 148, 938, 404]
- deceased-headline-box: [762, 596, 938, 618]
- divider-tulabhara: [320, 1090, 752, 1092]
- service-body-3: ನೋಟೀಸ್ ನೀಡಿದ್ದರೂ ಎದುರುದಾರರು ಹಾಜರಾಗದ ಕಾರಣ ಏಕಪಕ್ಷೀಯವಾಗಿ ವಿಚಾರಣೆ ನಡೆಸಿ ಆದೇಶಿಸಲಾಗಿದೆ. ಆಯೋಗದ ಅಧ್ಯಕ್ಷರಾದ ಜಿ.ಇ. ಸೌಭಾಗ್ಯಲಕ್ಷ್ಮಿ ಹಾಗೂ ಸದಸ್ಯರಾದ ರಾಜು ಎನ್. ಮೇತ್ರಿ ಅವರು ಈ ಆದೇಶ ಹೊರಡಿಸಿದ್ದಾರೆ. ಆದೇಶದ ಪ್ರತಿಯನ್ನು ಉಭಯ ಪಕ್ಷಕಾರರಿಗೆ ಉಚಿತವಾಗಿ ಒದಗಿಸಲಾಗುವುದು. ಎದುರುದಾರರು ಆದೇಶ ಪಾಲಿಸದಿದ್ದಲ್ಲಿ ಗ್ರಾಹಕ ಸಂರಕ್ಷಣಾ ಕಾಯ್ದೆ ಅಡಿಯಲ್ಲಿ ಕ್ರಮ ಕೈಗೊಳ್ಳಲಾಗುವುದು ಎಂದು ಪ್ರಕಟಣೆಯಲ್ಲಿ ತಿಳಿಸಲಾಗಿದೆ.: [612, 400, 750, 512]
- tulabhara-photo-caption: ಗದಗ ಜಿಲ್ಲೆಯ ಮುಸ್ಲಿಂ ಕುಟುಂಬ 44 ವರ್ಷಗಳಿಂದ ಶ್ರೀಗಳ ಸೇವೆಯಲ್ಲಿ ತೊಡಗಿದ್ದು, ಕಲ್ಲಯ್ಯಜ್ಜನವರಿಗೆ ತುಲಾಭಾರ ನೆರವೇರಿಸಲಾಯಿತು. ಸೌಹಾರ್ದತೆಯ ಸಂಕೇತವಾಗಿ ಗ್ರಾಮಸ್ಥರು ಪಾಲ್ಗೊಂಡು ಶ್ರೀಗಳ ಆಶೀರ್ವಾದ ಪಡೆದರು. ಕಾರ್ಯಕ್ರಮದಲ್ಲಿ ಗ್ರಾಮದ ಗಣ್ಯರು, ಹಿರಿಯರು ಹಾಗೂ ಭಕ್ತರು ಉಪಸ್ಥಿತರಿದ್ದರು.: [467, 916, 607, 983]
- kirloskar-caption-box: [164, 578, 312, 592]
- farmers-headline: ಬೇಡಿಕೆ ಈಡೇರಿಕೆಗೆ ರೈತರ ಪ್ರತಿಭಟನೆ: [322, 1094, 690, 1129]
- development-headline-box: [8, 1188, 313, 1212]
- lead-column-1: [8, 130, 198, 360]
- sharanappa-intro: [762, 1166, 938, 1224]
- farmers-photo-caption: ಮುಂಡರಗಿ ಪಟ್ಟಣದಲ್ಲಿ ರಾಜ್ಯ ಹೆದ್ದಾರಿ ತಡೆದು ರೈತರು ಪ್ರತಿಭಟನೆ ನಡೆಸಿದರು. ರೈತ ಸಂಘದ ಪದಾಧಿಕಾರಿಗಳು ಹಾಗೂ ರೈತರು ಭಾಗವಹಿಸಿದ್ದರು. ಜಿಲ್ಲಾ ಕೃಷಿ ಇಲಾಖೆ ಅಧಿಕಾರಿಗಳು ಸ್ಥಳಕ್ಕೆ ಭೇಟಿ ನೀಡಿ ಚರ್ಚಿಸಿದರು.: [478, 1320, 753, 1353]
- service-column-3: [612, 400, 750, 725]
- kirloskar-story: [8, 424, 158, 590]
- farmers-body-1: ಹೆಸರುಕಾಳು ಖರೀದಿ ಕೇಂದ್ರ ಸ್ಥಾಪನೆ ಹಾಗೂ ವಿವಿಧ ಬೇಡಿಕೆಗಳ ಈಡೇರಿಕೆಗೆ ಆಗ್ರಹಿಸಿ ರೈತ ಸಂಘದ ನೇತೃತ್ವದಲ್ಲಿ ರೈತರು ರಾಜ್ಯ ಹೆದ್ದಾರಿ ತಡೆದು ಪ್ರತಿಭಟನೆ ನಡೆಸಿದರು. ಸರ್ಕಾರ ರೈತರ ಬೇಡಿಕೆಗಳನ್ನು ನಿರ್ಲಕ್ಷಿಸುತ್ತಿದೆ. ಬೆಂಬಲ ಬೆಲೆ ಘೋಷಿಸಿ ತಕ್ಷಣ ಖರೀದಿ ಕೇಂದ್ರ ತೆರೆಯಬೇಕು. ಬೆಳೆ ವಿಮೆ ಪರಿಹಾರ ಬಿಡುಗಡೆ ಮಾಡಬೇಕು ಎಂದು ಆಗ್ರಹಿಸಿದರು. ರೈತರ ಜಮೀನುಗಳಿಗೆ ಸಮರ್ಪಕ ವಿದ್ಯುತ್ ಪೂರೈಕೆ ಮಾಡಬೇಕು ಹಾಗೂ ರಸಗೊಬ್ಬರ ಕೊರತೆ ನೀಗಿಸಬೇಕು ಎಂದು ಒತ್ತಾಯಿಸಿದರು. ತಹಸೀಲ್ದಾರ್ ಸ್ಥಳಕ್ಕೆ ಆಗಮಿಸಿ ಮನವಿ ಸ್ವೀಕರಿಸಿದರು. ಸುಮಾರು 2,400 ಹೆಕ್ಟೇರ್ ಪ್ರದೇಶದಲ್ಲಿ ಹೆಸರು ಬೆಳೆ ಬಿತ್ತನೆಯಾಗಿದೆ.: [322, 1178, 472, 1301]
- welfare-headline-box: [8, 602, 313, 650]
- ganesha-dateline: ■ ಡಿ.ಡಿ. ನ್ಯೂಸ್, ಯಾದಗಿರಿ: [762, 893, 840, 902]
- lead-photo: [203, 130, 578, 308]
